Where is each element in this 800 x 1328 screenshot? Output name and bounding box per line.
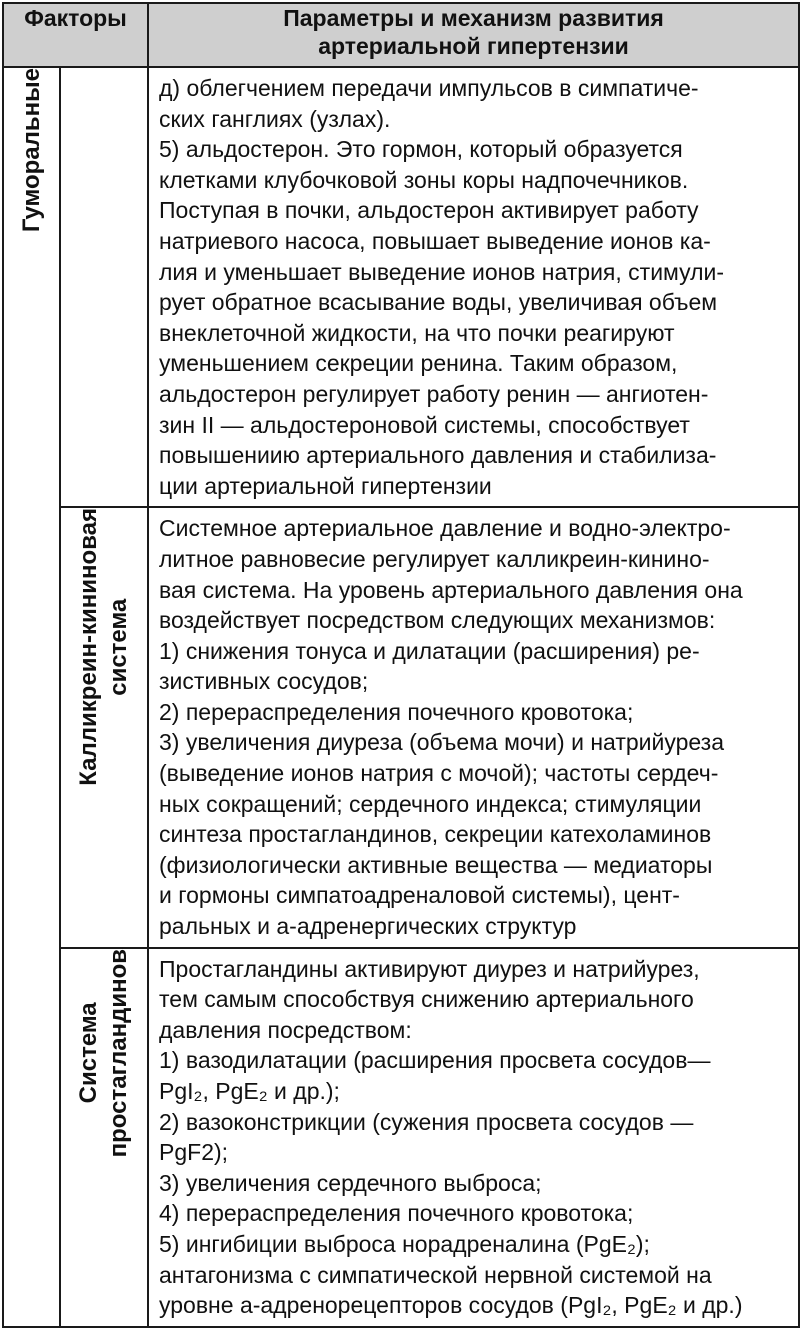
text-line: Системное артериальное давление и водно-электро- bbox=[159, 515, 731, 542]
text-line: клетками клубочковой зоны коры надпочечников. bbox=[159, 166, 689, 193]
text-line: альдостерон регулирует работу ренин — ангиотен- bbox=[159, 380, 709, 407]
row-label-line: Система bbox=[75, 1002, 102, 1104]
text-line: PgI₂, PgE₂ и др.); bbox=[159, 1078, 340, 1104]
text-line: ных сокращений; сердечного индекса; стимуляции bbox=[159, 790, 702, 817]
row-label bbox=[74, 508, 134, 786]
row-label-line: простагландинов bbox=[105, 948, 132, 1157]
header-factors: Факторы bbox=[3, 3, 148, 67]
table-row bbox=[3, 67, 799, 507]
text-line: Поступая в почки, альдостерон активирует работу bbox=[159, 197, 699, 224]
table-row bbox=[3, 507, 799, 947]
text-line: PgF2); bbox=[159, 1139, 229, 1166]
text-line: воздействует посредством следующих механизмов: bbox=[159, 607, 716, 634]
text-line: 5) ингибиции выброса норадреналина (PgE₂); bbox=[159, 1230, 650, 1257]
header-parameters-line: артериальной гипертензии bbox=[318, 33, 629, 59]
row-label-cell bbox=[60, 507, 148, 947]
row-label bbox=[74, 949, 134, 1157]
factors-table bbox=[2, 2, 800, 1328]
row-text-cell bbox=[148, 507, 799, 947]
text-line: 3) увеличения сердечного выброса; bbox=[159, 1169, 542, 1196]
text-line: д) облегчением передачи импульсов в симпатиче- bbox=[159, 75, 699, 101]
text-line: синтеза простагландинов, секреции катехоламинов bbox=[159, 821, 712, 848]
table-row bbox=[3, 948, 799, 1327]
text-line: 5) альдостерон. Это гормон, который образуется bbox=[159, 136, 683, 163]
group-label-cell bbox=[3, 67, 60, 1327]
row-label-line: система bbox=[105, 598, 132, 696]
header-parameters bbox=[148, 3, 799, 67]
text-line: 2) перераспределения почечного кровотока; bbox=[159, 698, 634, 725]
text-line: и гормоны симпатоадреналовой системы), цент- bbox=[159, 882, 680, 909]
row-label-cell bbox=[60, 948, 148, 1327]
text-line: повышениию артериального давления и стабилиза- bbox=[159, 442, 717, 469]
text-line: внеклеточной жидкости, на что почки реагируют bbox=[159, 319, 675, 346]
group-label: Гуморальные bbox=[17, 68, 45, 233]
text-line: рует обратное всасывание воды, увеличивая объем bbox=[159, 289, 718, 316]
text-line: 3) увеличения диуреза (объема мочи) и натрийуреза bbox=[159, 729, 724, 756]
text-line: зистивных сосудов; bbox=[159, 668, 369, 695]
text-line: ских ганглиях (узлах). bbox=[159, 105, 391, 132]
text-line: давления посредством: bbox=[159, 1016, 412, 1043]
text-line: (физиологически активные вещества — медиаторы bbox=[159, 851, 713, 878]
text-line: зин II — альдостероновой системы, способствует bbox=[159, 411, 690, 438]
table-header-row bbox=[3, 3, 799, 67]
text-line: вая система. На уровень артериального давления она bbox=[159, 576, 743, 603]
text-line: тем самым способствуя снижению артериального bbox=[159, 986, 694, 1013]
text-line: ральных и а-адренергических структур bbox=[159, 913, 577, 940]
text-line: 1) вазодилатации (расширения просвета сосудов— bbox=[159, 1047, 711, 1074]
text-line: ции артериальной гипертензии bbox=[159, 472, 492, 499]
text-line: 2) вазоконстрикции (сужения просвета сосудов — bbox=[159, 1108, 694, 1135]
text-line: Простагландины активируют диурез и натрийурез, bbox=[159, 955, 700, 982]
text-line: (выведение ионов натрия с мочой); частоты сердеч- bbox=[159, 760, 719, 787]
header-parameters-line: Параметры и механизм развития bbox=[283, 5, 664, 31]
text-line: натриевого насоса, повышает выведение ионов ка- bbox=[159, 227, 711, 254]
text-line: литное равновесие регулирует калликреин-кинино- bbox=[159, 545, 710, 572]
row-text-cell bbox=[148, 948, 799, 1327]
text-line: уменьшением секреции ренина. Таким образом, bbox=[159, 350, 678, 377]
text-line: 1) снижения тонуса и дилатации (расширения) ре- bbox=[159, 637, 700, 664]
text-line: уровне а-адренорецепторов сосудов (PgI₂, PgE₂ и др.) bbox=[159, 1292, 743, 1319]
text-line: 4) перераспределения почечного кровотока; bbox=[159, 1200, 634, 1227]
row-text-cell bbox=[148, 67, 799, 507]
row-label-cell-empty bbox=[60, 67, 148, 507]
row-label-line: Калликреин-кининовая bbox=[75, 508, 102, 787]
text-line: антагонизма с симпатической нервной системой на bbox=[159, 1261, 712, 1288]
text-line: лия и уменьшает выведение ионов натрия, стимули- bbox=[159, 258, 725, 285]
